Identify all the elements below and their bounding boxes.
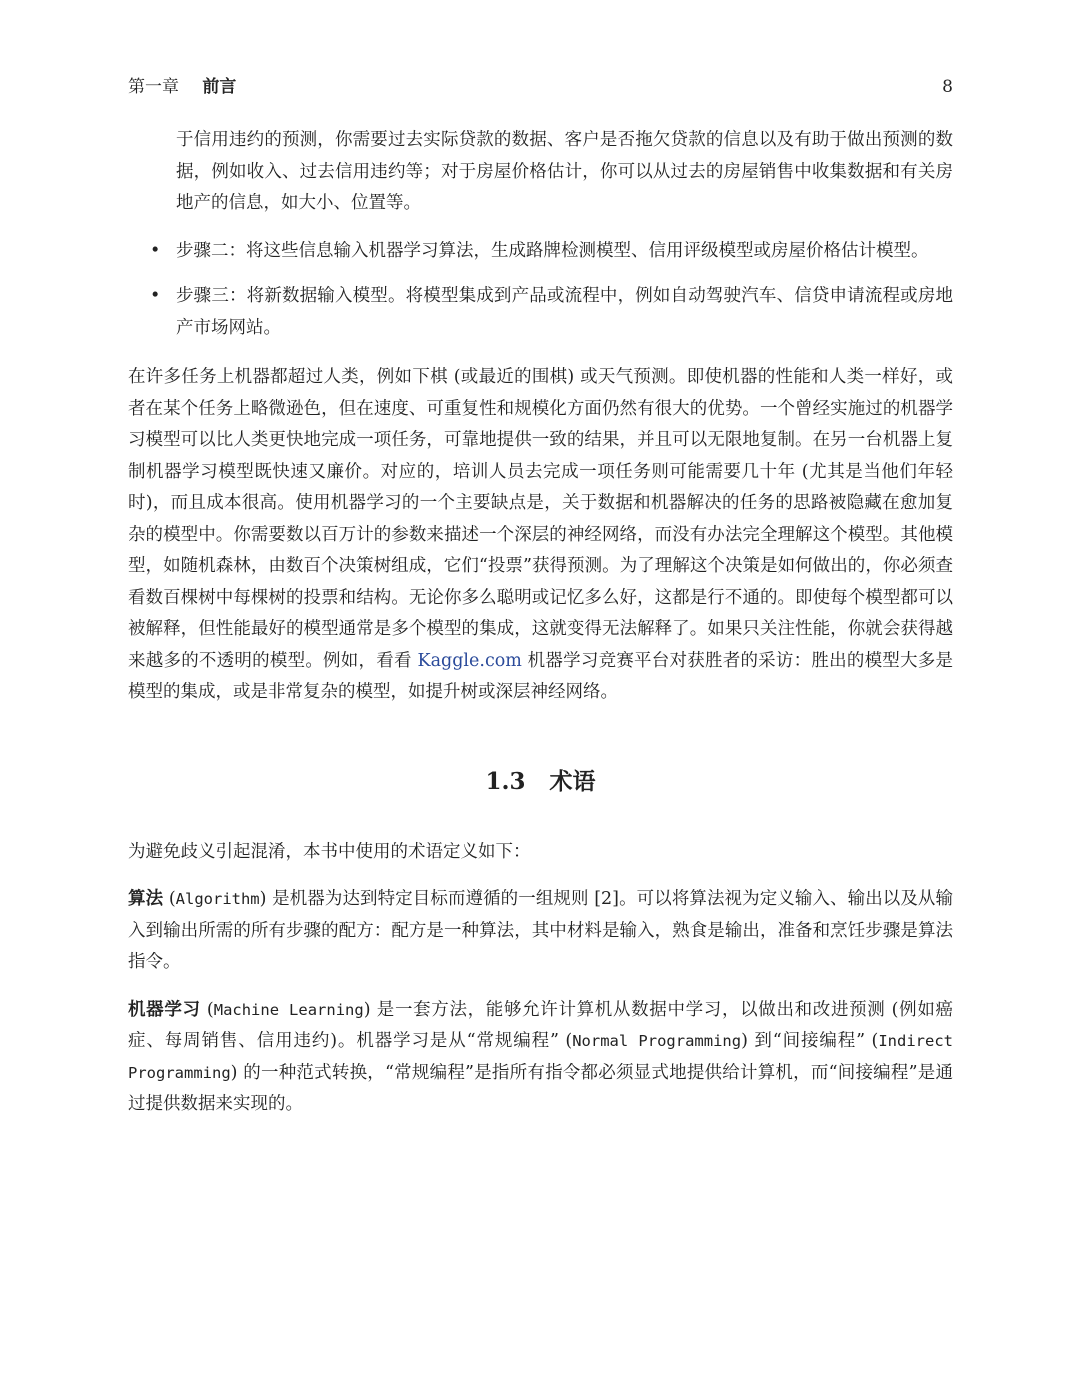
definition-part: ) 是一套方法，能够允许计算机从数据中学习，以做出和改进预测 (例如癌症、每周销售、信用违约)。机器学习是从“常规编程” ( [128,999,954,1051]
bullet-icon: • [150,240,161,261]
definition-part: ( [200,999,214,1020]
list-item [128,281,953,344]
section-title: 术语 [549,767,596,795]
paragraph-text: 在许多任务上机器都超过人类，例如下棋 (或最近的围棋) 或天气预测。即使机器的性能和人类一样好，或者在某个任务上略微逊色，但在速度、可重复性和规模化方面仍然有很大的优势。一个曾经实施过的机器学习模型可以比人类更快地完成一项任务，可靠地提供一致的结果，并且可以无限地复制。在另一台机器上复制机器学习模型既快速又廉价。对应的，培训人员去完成一项任务则可能需要几十年 (尤其是当他们年轻时)，而且成本很高。使用机器学习的一个主要缺点是，关于数据和机器解决的任务的思路被隐藏在愈加复杂的模型中。你需要数以百万计的参数来描述一个深层的神经网络，而没有办法完全理解这个模型。其他模型，如随机森林，由数百个决策树组成，它们“投票”获得预测。为了理解这个决策是如何做出的，你必须查看数百棵树中每棵树的投票和结构。无论你多么聪明或记忆多么好，这都是行不通的。即使每个模型都可以被解释，但性能最好的模型通常是多个模型的集成，这就变得无法解释了。如果只关注性能，你就会获得越来越多的不透明的模型。例如，看看 [128,367,953,671]
definition-part: ) 的一种范式转换，“常规编程”是指所有指令都必须显式地提供给计算机，而“间接编程”是通过提供数据来实现的。 [128,1062,953,1114]
definition-english-term: Normal Programming [572,1032,742,1050]
definition-english-term: Machine Learning [213,1000,364,1019]
page-number: 8 [942,77,953,97]
definition-machine-learning [128,995,953,1121]
definition-english-term: Indirect Programming [128,1032,953,1082]
steps-list [128,236,953,345]
definition-part: ) 是机器为达到特定目标而遵循的一组规则 [2]。可以将算法视为定义输入、输出以及从输入到输出所需的所有步骤的配方：配方是一种算法，其中材料是输入，熟食是输出，准备和烹饪步骤是算法指令。 [128,889,954,972]
main-paragraph [128,362,953,709]
section-number: 1.3 [485,767,526,795]
section-heading [128,765,953,799]
intro-paragraph: 为避免歧义引起混淆，本书中使用的术语定义如下： [128,841,531,862]
definition-part: ( [163,889,176,909]
running-head [128,74,953,100]
bullet-icon: • [150,286,161,306]
list-item [128,236,953,268]
step-text: 步骤二：将这些信息输入机器学习算法，生成路牌检测模型、信用评级模型或房屋价格估计模型。 [176,240,929,261]
definition-algorithm [128,884,953,979]
chapter-title: 前言 [202,77,237,97]
definition-term: 算法 [128,889,164,909]
continued-paragraph: 于信用违约的预测，你需要过去实际贷款的数据、客户是否拖欠贷款的信息以及有助于做出预测的数据，例如收入、过去信用违约等；对于房屋价格估计，你可以从过去的房屋销售中收集数据和有关房地产的信息，如大小、位置等。 [176,130,953,213]
body-text [128,125,953,1121]
definition-term: 机器学习 [128,999,201,1020]
definition-part: ) 到“间接编程” ( [741,1031,879,1051]
chapter-label: 第一章 [128,77,179,97]
step-text: 步骤三：将新数据输入模型。将模型集成到产品或流程中，例如自动驾驶汽车、信贷申请流程或房地产市场网站。 [176,286,953,338]
kaggle-link[interactable]: Kaggle.com [417,650,522,671]
paragraph-text: 机器学习竞赛平台对获胜者的采访：胜出的模型大多是模型的集成，或是非常复杂的模型，如提升树或深层神经网络。 [128,650,954,702]
definition-english-term: Algorithm [175,890,260,908]
